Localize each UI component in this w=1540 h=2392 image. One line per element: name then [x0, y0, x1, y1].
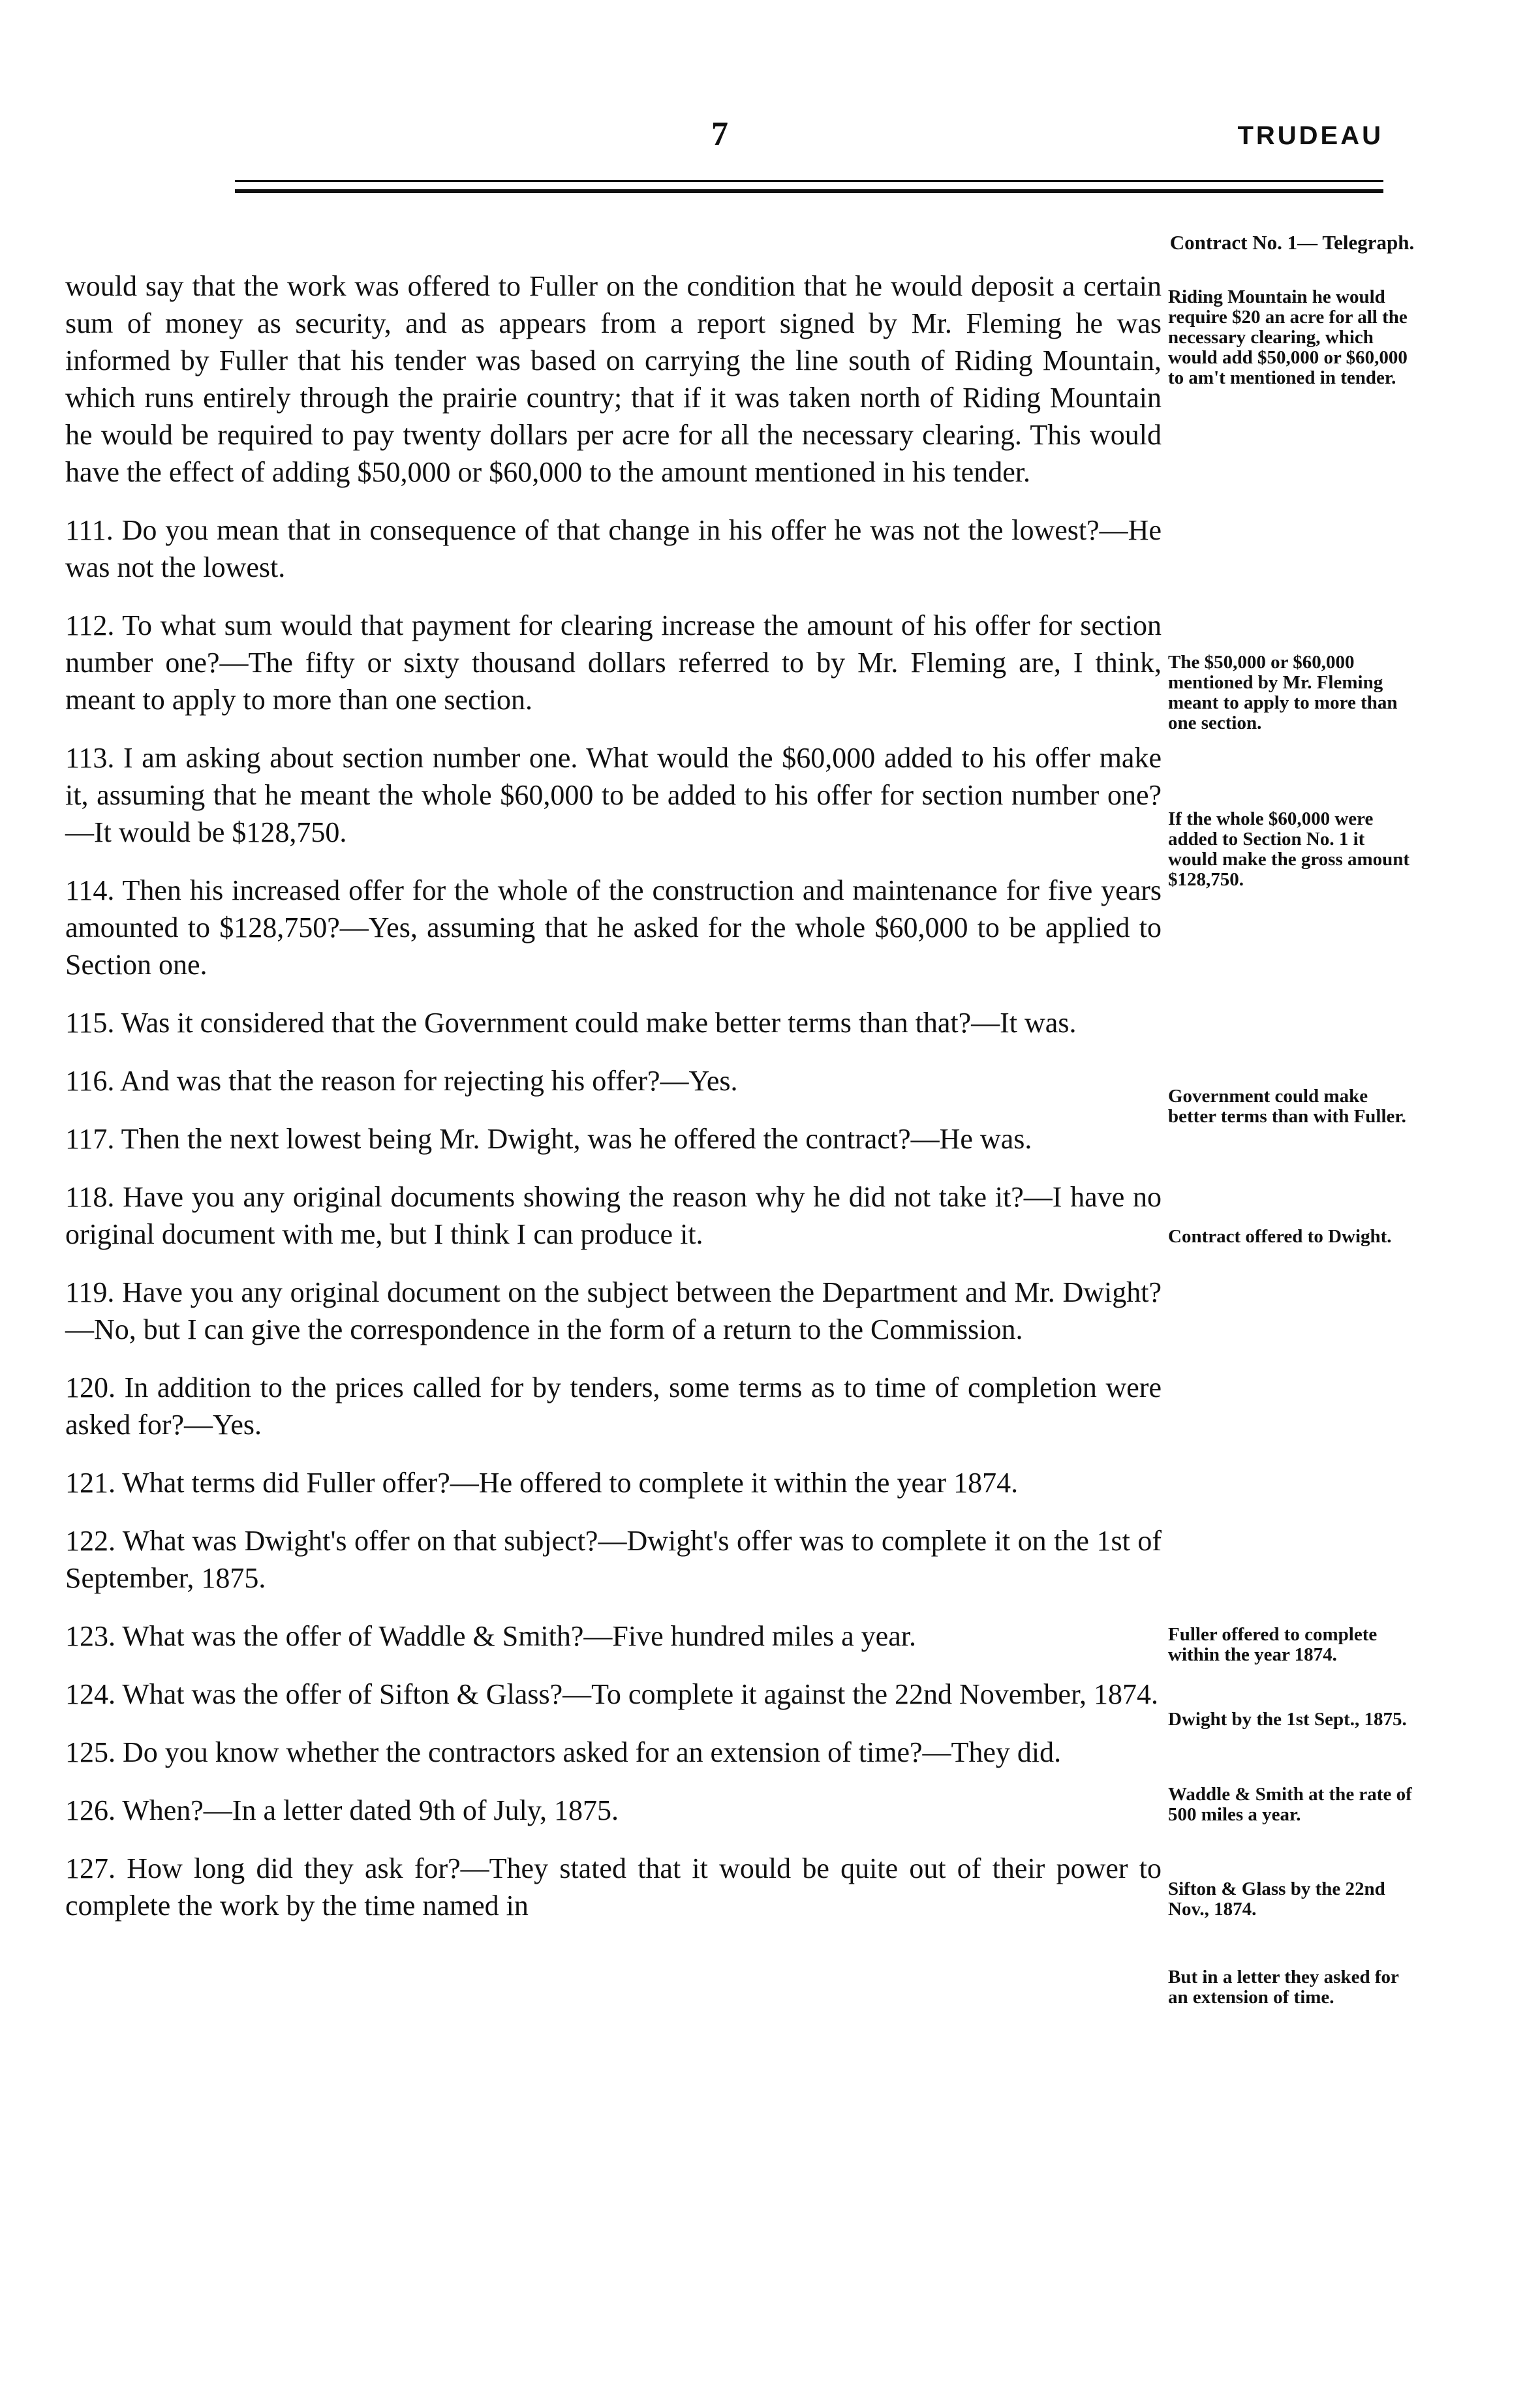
question-124: 124. What was the offer of Sifton & Glass?—To complete it against the 22nd November, 1874.	[65, 1678, 1158, 1710]
running-head: TRUDEAU	[1237, 121, 1383, 150]
margin-note: Government could make better terms than with Fuller.	[1168, 1086, 1406, 1127]
margin-note: But in a letter they asked for an extension of time.	[1168, 1967, 1399, 2008]
margin-note: Dwight by the 1st Sept., 1875.	[1168, 1709, 1407, 1730]
margin-note: Sifton & Glass by the 22nd Nov., 1874.	[1168, 1878, 1385, 1920]
margin-note: Waddle & Smith at the rate of 500 miles a year.	[1168, 1784, 1412, 1825]
testimony-body	[65, 268, 1162, 1945]
page-number: 7	[711, 115, 728, 153]
question-118: 118. Have you any original documents showing the reason why he did not take it?—I have no original document with me, but I think I can produce it.	[65, 1181, 1162, 1250]
question-111: 111. Do you mean that in consequence of that change in his offer he was not the lowest?—He was not the lowest.	[65, 514, 1162, 583]
margin-note: The $50,000 or $60,000 mentioned by Mr. Fleming meant to apply to more than one section.	[1168, 652, 1398, 733]
question-122: 122. What was Dwight's offer on that subject?—Dwight's offer was to complete it on the 1st of September, 1875.	[65, 1525, 1162, 1594]
page-header	[0, 0, 1540, 215]
intro-paragraph: would say that the work was offered to Fuller on the condition that he would deposit a certain sum of money as security, and as appears from a report signed by Mr. Fleming he was informed by Fuller that his tender was based on carrying the line south of Riding Mountain, which runs entirely through the prairie country; that if it was taken north of Riding Mountain he would be required to pay twenty dollars per acre for all the necessary clearing. This would have the effect of adding $50,000 or $60,000 to the amount mentioned in his tender.	[65, 270, 1162, 488]
question-116: 116. And was that the reason for rejecting his offer?—Yes.	[65, 1065, 738, 1097]
question-126: 126. When?—In a letter dated 9th of July, 1875.	[65, 1794, 619, 1826]
question-121: 121. What terms did Fuller offer?—He offered to complete it within the year 1874.	[65, 1467, 1019, 1499]
header-rule	[235, 189, 1383, 193]
margin-note: If the whole $60,000 were added to Section No. 1 it would make the gross amount $128,750.	[1168, 808, 1410, 890]
header-rule	[235, 180, 1383, 182]
question-112: 112. To what sum would that payment for clearing increase the amount of his offer for section number one?—The fifty or sixty thousand dollars referred to by Mr. Fleming are, I think, meant to apply to more than one section.	[65, 609, 1162, 716]
margin-note: Contract offered to Dwight.	[1168, 1226, 1392, 1247]
question-125: 125. Do you know whether the contractors asked for an extension of time?—They did.	[65, 1736, 1062, 1768]
question-114: 114. Then his increased offer for the whole of the construction and maintenance for five years amounted to $128,750?—Yes, assuming that he asked for the whole $60,000 to be applied to Section one.	[65, 874, 1162, 981]
margin-heading: Contract No. 1— Telegraph.	[1169, 231, 1415, 254]
question-113: 113. I am asking about section number one. What would the $60,000 added to his offer make it, assuming that he meant the whole $60,000 to be added to his offer for section number one?—It would be $128,750.	[65, 742, 1162, 848]
margin-note: Riding Mountain he would require $20 an acre for all the necessary clearing, which would add $50,000 or $60,000 to am't mentioned in tender.	[1168, 286, 1408, 388]
margin-note: Fuller offered to complete within the year 1874.	[1168, 1624, 1378, 1665]
question-119: 119. Have you any original document on the subject between the Department and Mr. Dwight?—No, but I can give the correspondence in the form of a return to the Commission.	[65, 1276, 1162, 1345]
question-127: 127. How long did they ask for?—They stated that it would be quite out of their power to complete the work by the time named in	[65, 1852, 1162, 1922]
question-115: 115. Was it considered that the Government could make better terms than that?—It was.	[65, 1007, 1077, 1039]
question-117: 117. Then the next lowest being Mr. Dwight, was he offered the contract?—He was.	[65, 1123, 1032, 1155]
question-120: 120. In addition to the prices called for by tenders, some terms as to time of completion were asked for?—Yes.	[65, 1372, 1162, 1441]
question-123: 123. What was the offer of Waddle & Smith?—Five hundred miles a year.	[65, 1620, 916, 1652]
